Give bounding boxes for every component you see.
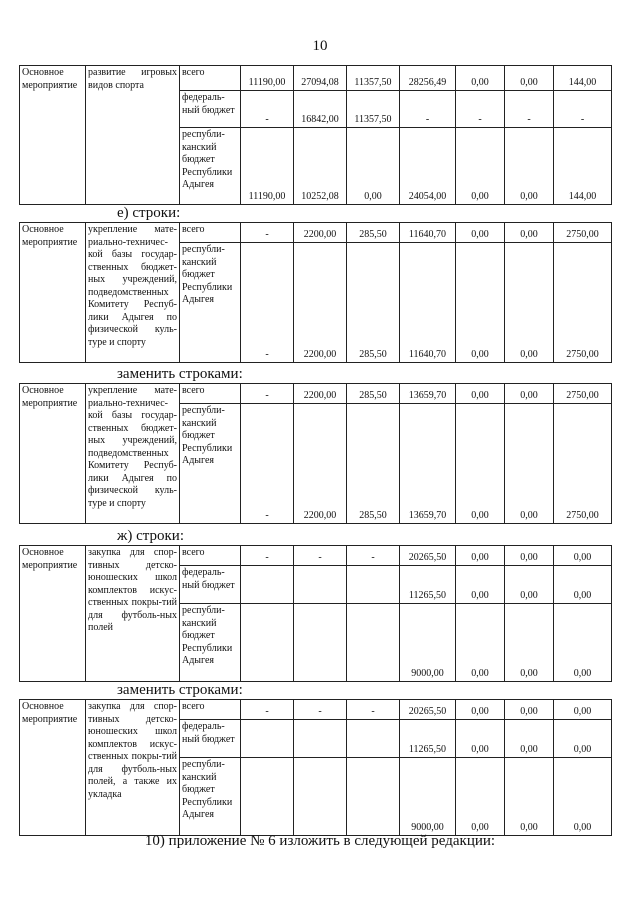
amount-cell: 16842,00 [294, 91, 347, 128]
amount-cell: 0,00 [505, 384, 554, 404]
amount-cell: 13659,70 [400, 384, 456, 404]
section-heading-replace-2: заменить строками: [117, 682, 243, 698]
amount-cell: - [241, 404, 294, 524]
amount-cell: 0,00 [505, 128, 554, 205]
amount-cell: 9000,00 [400, 604, 456, 682]
table-row [20, 384, 612, 404]
amount-cell: 2200,00 [294, 384, 347, 404]
amount-cell: - [241, 223, 294, 243]
amount-cell: 2200,00 [294, 404, 347, 524]
amount-cell: 144,00 [554, 128, 612, 205]
amount-cell: 0,00 [456, 604, 505, 682]
amount-cell: 0,00 [347, 128, 400, 205]
amount-cell: 285,50 [347, 404, 400, 524]
funding-source-cell: федераль-ный бюджет [180, 566, 241, 604]
activity-name-cell: закупка для спор-тивных детско-юношеских школ комплектов искус-ственных покры-тий для футболь-ных полей, а также их укладка [86, 700, 180, 836]
amount-cell [294, 720, 347, 758]
budget-table-4 [19, 545, 612, 682]
amount-cell: 0,00 [505, 700, 554, 720]
amount-cell: 0,00 [505, 604, 554, 682]
amount-cell: 0,00 [554, 700, 612, 720]
funding-source-cell: республи-канский бюджет Республики Адыгея [180, 243, 241, 363]
amount-cell: 0,00 [554, 720, 612, 758]
amount-cell: 0,00 [505, 546, 554, 566]
amount-cell: - [241, 243, 294, 363]
amount-cell: - [241, 546, 294, 566]
amount-cell: 0,00 [554, 604, 612, 682]
amount-cell [347, 720, 400, 758]
activity-name-cell: закупка для спор-тивных детско-юношеских школ комплектов искус-ственных покры-тий для футболь-ных полей [86, 546, 180, 682]
amount-cell: 0,00 [456, 566, 505, 604]
amount-cell: 0,00 [456, 720, 505, 758]
funding-source-cell: всего [180, 546, 241, 566]
amount-cell: 20265,50 [400, 546, 456, 566]
amount-cell: 285,50 [347, 243, 400, 363]
amount-cell: 0,00 [554, 758, 612, 836]
activity-name-cell: развитие игровых видов спорта [86, 66, 180, 205]
activity-type-cell: Основное мероприятие [20, 700, 86, 836]
amount-cell: 24054,00 [400, 128, 456, 205]
amount-cell: 11265,50 [400, 566, 456, 604]
amount-cell: - [347, 546, 400, 566]
funding-source-cell: всего [180, 700, 241, 720]
budget-table-2 [19, 222, 612, 363]
funding-source-cell: всего [180, 384, 241, 404]
funding-source-cell: федераль-ный бюджет [180, 720, 241, 758]
amount-cell: 2200,00 [294, 243, 347, 363]
page-number: 10 [312, 38, 328, 54]
amount-cell: 28256,49 [400, 66, 456, 91]
amount-cell: 2750,00 [554, 404, 612, 524]
activity-type-cell: Основное мероприятие [20, 384, 86, 524]
amount-cell: 11190,00 [241, 66, 294, 91]
activity-type-cell: Основное мероприятие [20, 546, 86, 682]
amount-cell [241, 566, 294, 604]
amount-cell: 11190,00 [241, 128, 294, 205]
amount-cell [347, 604, 400, 682]
amount-cell: 0,00 [456, 700, 505, 720]
activity-name-cell: укрепление мате-риально-техничес-кой базы государ-ственных бюджет-ных учреждений, подведомственных Комитету Респуб-лики Адыгея по физической куль-туре и спорту [86, 223, 180, 363]
amount-cell: 0,00 [505, 243, 554, 363]
funding-source-cell: федераль-ный бюджет [180, 91, 241, 128]
amount-cell: 2750,00 [554, 223, 612, 243]
budget-table-5 [19, 699, 612, 836]
amount-cell: 11357,50 [347, 66, 400, 91]
appendix-instruction: 10) приложение № 6 изложить в следующей редакции: [144, 833, 496, 849]
amount-cell: 0,00 [456, 66, 505, 91]
amount-cell [347, 758, 400, 836]
amount-cell: - [347, 700, 400, 720]
table-row [20, 223, 612, 243]
budget-table-3 [19, 383, 612, 524]
activity-type-cell: Основное мероприятие [20, 66, 86, 205]
amount-cell: - [241, 384, 294, 404]
amount-cell: 0,00 [505, 66, 554, 91]
amount-cell: 0,00 [505, 404, 554, 524]
section-heading-e: е) строки: [117, 205, 181, 221]
amount-cell: 0,00 [505, 223, 554, 243]
amount-cell: 2200,00 [294, 223, 347, 243]
amount-cell [241, 604, 294, 682]
amount-cell: - [400, 91, 456, 128]
funding-source-cell: республи-канский бюджет Республики Адыгея [180, 128, 241, 205]
activity-type-cell: Основное мероприятие [20, 223, 86, 363]
amount-cell: - [294, 700, 347, 720]
amount-cell: 0,00 [456, 404, 505, 524]
amount-cell: 10252,08 [294, 128, 347, 205]
funding-source-cell: всего [180, 223, 241, 243]
amount-cell: 27094,08 [294, 66, 347, 91]
amount-cell: 20265,50 [400, 700, 456, 720]
funding-source-cell: республи-канский бюджет Республики Адыгея [180, 758, 241, 836]
amount-cell [294, 758, 347, 836]
amount-cell: 0,00 [456, 128, 505, 205]
table-row [20, 700, 612, 720]
amount-cell: - [456, 91, 505, 128]
amount-cell: 0,00 [554, 546, 612, 566]
amount-cell: 0,00 [505, 758, 554, 836]
amount-cell: - [294, 546, 347, 566]
amount-cell [294, 566, 347, 604]
amount-cell: 0,00 [456, 243, 505, 363]
amount-cell: 0,00 [554, 566, 612, 604]
amount-cell: 11357,50 [347, 91, 400, 128]
amount-cell: - [241, 91, 294, 128]
amount-cell: 0,00 [456, 546, 505, 566]
table-row [20, 66, 612, 91]
amount-cell [294, 604, 347, 682]
amount-cell: 2750,00 [554, 243, 612, 363]
amount-cell: 0,00 [456, 223, 505, 243]
amount-cell: 0,00 [456, 758, 505, 836]
amount-cell: 11640,70 [400, 223, 456, 243]
amount-cell: 0,00 [505, 720, 554, 758]
amount-cell: 13659,70 [400, 404, 456, 524]
funding-source-cell: республи-канский бюджет Республики Адыгея [180, 404, 241, 524]
amount-cell: - [505, 91, 554, 128]
amount-cell: - [241, 700, 294, 720]
amount-cell: 144,00 [554, 66, 612, 91]
amount-cell: 285,50 [347, 223, 400, 243]
section-heading-zh: ж) строки: [117, 528, 184, 544]
section-heading-replace-1: заменить строками: [117, 366, 243, 382]
amount-cell: 11640,70 [400, 243, 456, 363]
amount-cell: 0,00 [505, 566, 554, 604]
amount-cell [241, 720, 294, 758]
amount-cell: 2750,00 [554, 384, 612, 404]
activity-name-cell: укрепление мате-риально-техничес-кой базы государ-ственных бюджет-ных учреждений, подведомственных Комитету Респуб-лики Адыгея по физической куль-туре и спорту [86, 384, 180, 524]
amount-cell: 285,50 [347, 384, 400, 404]
budget-table-1 [19, 65, 612, 205]
amount-cell: 0,00 [456, 384, 505, 404]
amount-cell: 11265,50 [400, 720, 456, 758]
funding-source-cell: всего [180, 66, 241, 91]
funding-source-cell: республи-канский бюджет Республики Адыгея [180, 604, 241, 682]
amount-cell: 9000,00 [400, 758, 456, 836]
table-row [20, 546, 612, 566]
amount-cell [347, 566, 400, 604]
amount-cell: - [554, 91, 612, 128]
amount-cell [241, 758, 294, 836]
